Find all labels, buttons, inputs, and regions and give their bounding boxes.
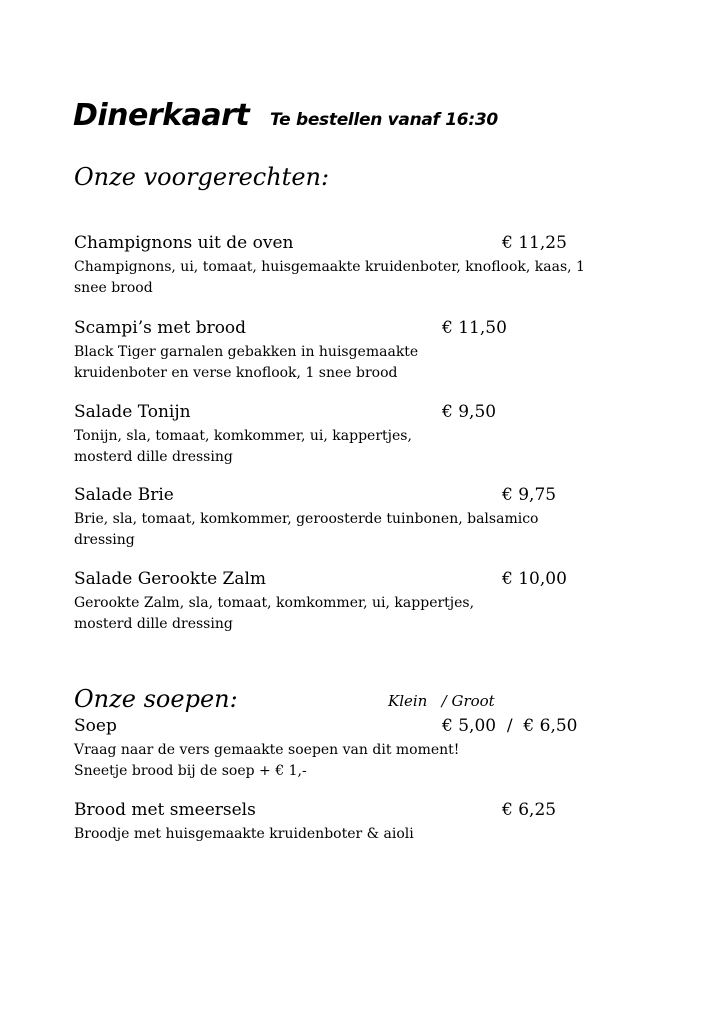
order-time-note: Te bestellen vanaf 16:30 xyxy=(270,110,498,130)
soups-heading: Onze soepen: xyxy=(74,685,238,713)
menu-item-description: dressing xyxy=(74,532,135,548)
menu-item-name: Champignons uit de oven xyxy=(74,233,294,253)
menu-item-description: Black Tiger garnalen gebakken in huisgemaakte xyxy=(74,344,419,360)
menu-item-name: Salade Brie xyxy=(74,485,174,505)
menu-item-price: € 5,00 / € 6,50 xyxy=(442,716,578,736)
menu-item-price: € 10,00 xyxy=(502,569,567,589)
menu-item-description: Tonijn, sla, tomaat, komkommer, ui, kappertjes, xyxy=(74,428,412,444)
size-column-header: Klein / Groot xyxy=(388,692,495,710)
menu-item-name: Salade Tonijn xyxy=(74,402,191,422)
menu-item-name: Salade Gerookte Zalm xyxy=(74,569,267,589)
menu-item-description: Gerookte Zalm, sla, tomaat, komkommer, ui, kappertjes, xyxy=(74,595,475,611)
menu-item-description: Champignons, ui, tomaat, huisgemaakte kruidenboter, knoflook, kaas, 1 xyxy=(74,259,585,275)
menu-item-price: € 6,25 xyxy=(502,800,557,820)
menu-item-description: mosterd dille dressing xyxy=(74,449,233,465)
menu-item-description: Brie, sla, tomaat, komkommer, geroosterde tuinbonen, balsamico xyxy=(74,511,539,527)
menu-item-description: mosterd dille dressing xyxy=(74,616,233,632)
starters-heading: Onze voorgerechten: xyxy=(74,163,330,191)
menu-item-price: € 9,50 xyxy=(442,402,497,422)
menu-item-name: Scampi’s met brood xyxy=(74,318,247,338)
menu-item-description: kruidenboter en verse knoflook, 1 snee brood xyxy=(74,365,398,381)
menu-item-description: Broodje met huisgemaakte kruidenboter & aioli xyxy=(74,826,414,842)
menu-item-price: € 11,50 xyxy=(442,318,507,338)
menu-item-description: Sneetje brood bij de soep + € 1,- xyxy=(74,763,307,779)
menu-item-description: Vraag naar de vers gemaakte soepen van dit moment! xyxy=(74,742,460,758)
menu-item-name: Soep xyxy=(74,716,117,736)
menu-item-price: € 11,25 xyxy=(502,233,567,253)
menu-item-name: Brood met smeersels xyxy=(74,800,256,820)
menu-title: Dinerkaart xyxy=(73,98,250,133)
menu-item-description: snee brood xyxy=(74,280,153,296)
menu-item-price: € 9,75 xyxy=(502,485,557,505)
